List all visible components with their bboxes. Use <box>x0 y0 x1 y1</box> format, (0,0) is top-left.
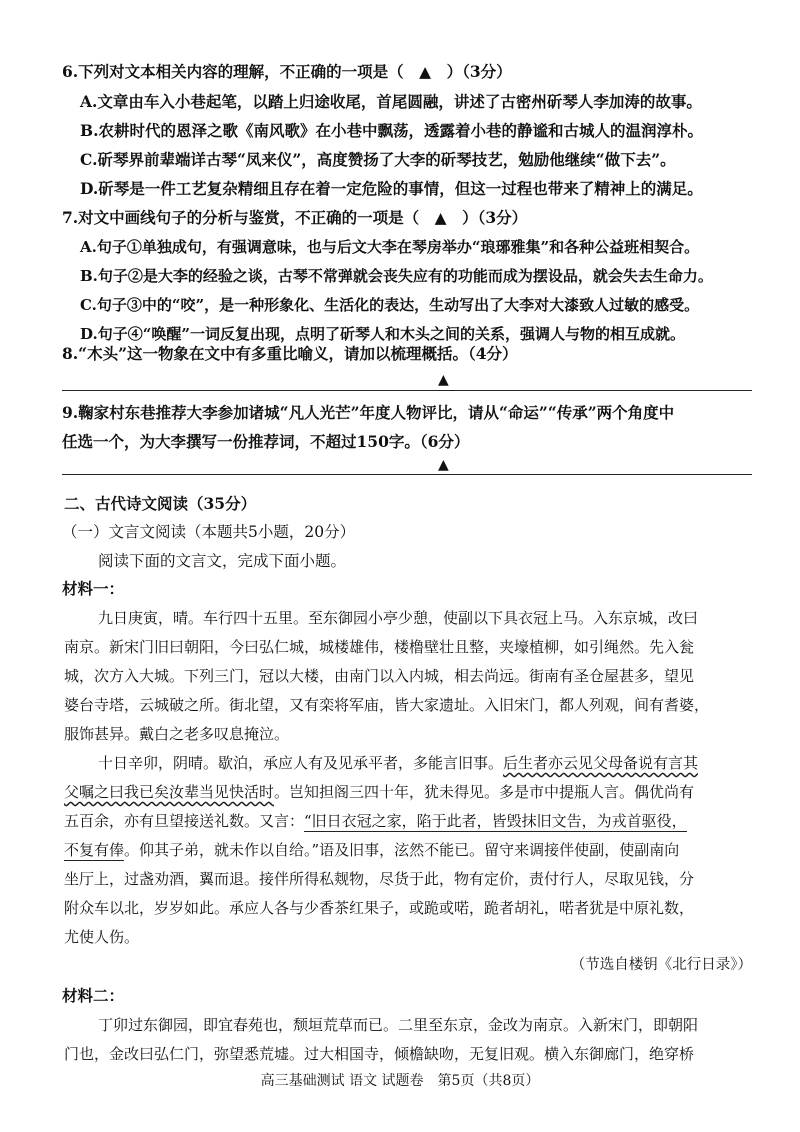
p2-wavy-sentence: 父嘱之曰我已矣汝辈当见快活时 <box>64 783 275 801</box>
material1-p2-line <box>64 811 687 831</box>
section2-part1: （一）文言文阅读（本题共5小题，20分） <box>62 523 356 541</box>
material2-line: 丁卯过东御园，即宜春苑也，颓垣荒草而已。二里至东京，金改为南京。入新宋门，即朝阳 <box>98 1016 699 1034</box>
material1-source: （节选自楼钥《北行日录》） <box>570 957 752 973</box>
q6-option-b: B.农耕时代的恩泽之歌《南风歌》在小巷中飘荡，透露着小巷的静谧和古城人的温润淳朴。 <box>80 121 704 140</box>
material1-p2-line: 尤使人伤。 <box>64 928 140 946</box>
q7-option-a: A.句子①单独成句，有强调意味，也与后文大李在琴房举办“琅琊雅集”和各种公益班相契合。 <box>80 238 700 256</box>
material1-p2-line <box>64 840 679 860</box>
q8-answer-line <box>62 390 752 391</box>
page-footer: 高三基础测试 语文 试题卷 第5页（共8页） <box>260 1073 540 1089</box>
material1-label: 材料一： <box>62 579 125 598</box>
q7-option-b: B.句子②是大李的经验之谈，古琴不常弹就会丧失应有的功能而成为摆设品，就会失去生命力。 <box>80 267 713 285</box>
q7-option-d: D.句子④“唤醒”一词反复出现，点明了斫琴人和木头之间的关系，强调人与物的相互成就。 <box>80 325 685 343</box>
q8-answer-mark: ▲ <box>438 372 449 388</box>
material2-label: 材料二： <box>62 986 125 1005</box>
p2-text: 十日辛卯，阴晴。歇泊，承应人有及见承平者，多能言旧事。 <box>98 754 504 772</box>
material1-p2-line: 附众车以北，岁岁如此。承应人各与少香茶红果子，或跪或喏，跪者胡礼，喏者犹是中原礼数， <box>64 899 695 917</box>
p2-wavy-sentence: 后生者亦云见父母备说有言其 <box>503 754 699 772</box>
q7-option-c: C.句子③中的“咬”，是一种形象化、生活化的表达，生动写出了大李对大漆致人过敏的感受。 <box>80 296 700 314</box>
section2-instruction: 阅读下面的文言文，完成下面小题。 <box>98 552 347 570</box>
p2-text: 。仰其子弟，就未作以自给。”语及旧事，泫然不能已。留守来调接伴使副，使副南向 <box>124 841 680 859</box>
material1-p2-line <box>64 782 694 802</box>
material1-p1-line: 服饰甚异。戴白之老多叹息掩泣。 <box>64 725 290 743</box>
material1-p1-line: 婆台寺塔，云城破之所。街北望，又有栾将军庙，皆大家遗址。入旧宋门，都人列观，间有耆婆， <box>64 696 710 714</box>
material1-p1-line: 南京。新宋门旧曰朝阳，今曰弘仁城，城楼雄伟，楼橹壁壮且整，夹壕植柳，如引绳然。先入瓮 <box>64 638 695 656</box>
q7-stem: 7.对文中画线句子的分析与鉴赏，不正确的一项是（ ▲ ）（3分） <box>62 208 528 227</box>
q6-stem: 6.下列对文本相关内容的理解，不正确的一项是（ ▲ ）（3分） <box>62 62 512 81</box>
material1-p2-line: 坐厅上，过盏劝酒，翼而退。接伴所得私觌物，尽货于此，物有定价，责付行人，尽取见钱，分 <box>64 870 695 888</box>
q9-answer-mark: ▲ <box>438 457 449 473</box>
p2-text: 。岂知担阁三四十年，犹未得见。多是市中提瓶人言。偶优尚有 <box>274 783 695 801</box>
q9-answer-line <box>62 474 752 475</box>
material1-p2-line <box>98 753 698 773</box>
q9-stem-line1: 9.鞠家村东巷推荐大李参加诸城“凡人光芒”年度人物评比，请从“命运”“传承”两个角度中 <box>62 403 675 422</box>
q8-stem: 8.“木头”这一物象在文中有多重比喻义，请加以梳理概括。（4分） <box>62 344 518 363</box>
material2-line: 门也，金改曰弘仁门，弥望悉荒墟。过大相国寺，倾檐缺吻，无复旧观。横入东御廊门，绝穿桥 <box>64 1045 695 1063</box>
material1-p1-line: 九日庚寅，晴。车行四十五里。至东御园小亭少憩，使副以下具衣冠上马。入东京城，改曰 <box>98 609 699 627</box>
q9-stem-line2: 任选一个，为大李撰写一份推荐词，不超过150字。（6分） <box>62 432 470 451</box>
p2-underlined-sentence: 不复有俸 <box>64 841 125 859</box>
q6-option-d: D.斫琴是一件工艺复杂精细且存在着一定危险的事情，但这一过程也带来了精神上的满足。 <box>80 179 703 198</box>
q6-option-c: C.斫琴界前辈端详古琴“凤来仪”，高度赞扬了大李的斫琴技艺，勉励他继续“做下去”。 <box>80 150 676 169</box>
q6-option-a: A.文章由车入小巷起笔，以踏上归途收尾，首尾圆融，讲述了古密州斫琴人李加涛的故事。 <box>80 92 702 111</box>
section2-title: 二、古代诗文阅读（35分） <box>64 494 257 513</box>
p2-underlined-sentence: “旧日衣冠之家，陷于此者，皆毁抹旧文告，为戎首驱役， <box>304 812 687 830</box>
p2-text: 五百余，亦有旦望接送礼数。又言： <box>64 812 305 830</box>
material1-p1-line: 城，次方入大城。下列三门，冠以大楼，由南门以入内城，相去尚远。街南有圣仓屋甚多，望见 <box>64 667 695 685</box>
